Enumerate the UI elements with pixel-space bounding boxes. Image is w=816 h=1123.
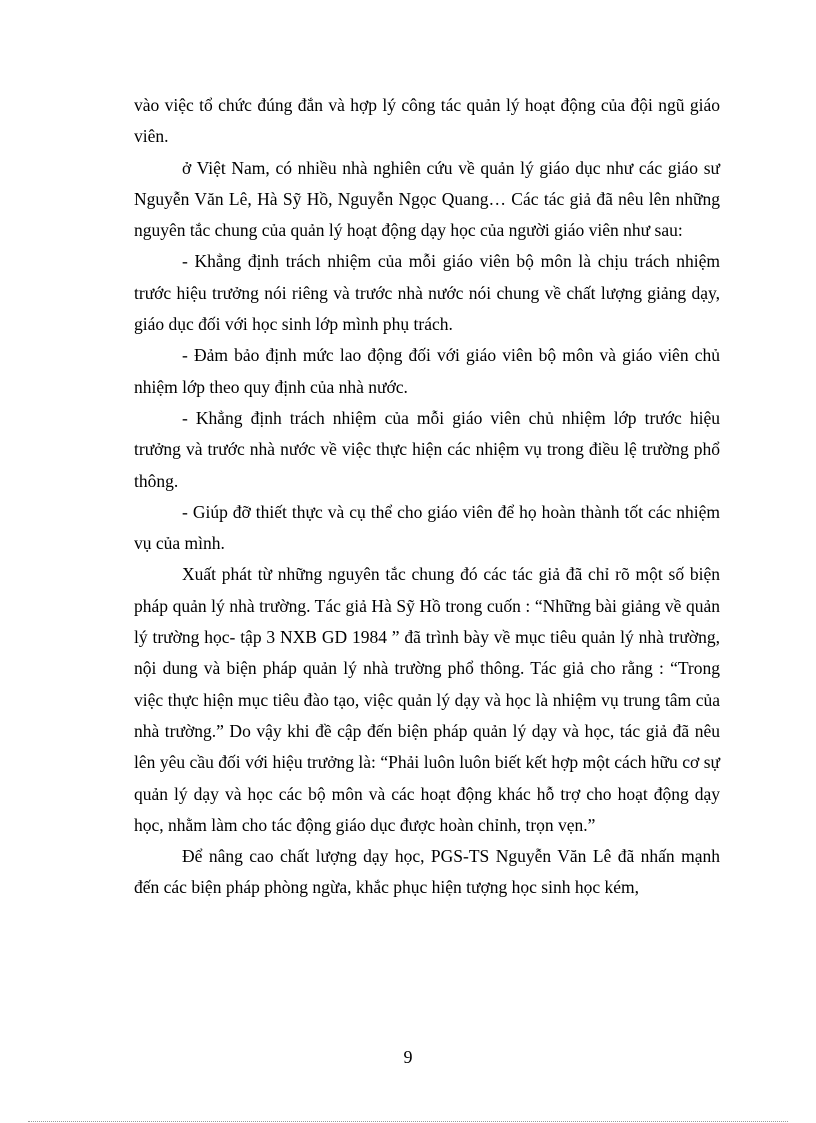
- paragraph-principle-3: - Khẳng định trách nhiệm của mỗi giáo viên chủ nhiệm lớp trước hiệu trưởng và trước nhà nước về việc thực hiện các nhiệm vụ trong điều lệ trường phổ thông.: [134, 407, 720, 491]
- paragraph-principle-2: - Đảm bảo định mức lao động đối với giáo viên bộ môn và giáo viên chủ nhiệm lớp theo quy định của nhà nước.: [134, 345, 720, 397]
- paragraph-principle-4: - Giúp đỡ thiết thực và cụ thể cho giáo viên để họ hoàn thành tốt các nhiệm vụ của mình.: [134, 501, 720, 554]
- paragraph-quality-improvement: Để nâng cao chất lượng dạy học, PGS-TS Nguyễn Văn Lê đã nhấn mạnh đến các biện pháp phòng ngừa, khắc phục hiện tượng học sinh học kém,: [134, 846, 720, 898]
- paragraph-continuation: vào việc tổ chức đúng đắn và hợp lý công tác quản lý hoạt động của đội ngũ giáo viên.: [134, 95, 720, 147]
- body-text: [134, 90, 720, 904]
- paragraph-management-measures: Xuất phát từ những nguyên tắc chung đó các tác giả đã chỉ rõ một số biện pháp quản lý nhà trường. Tác giả Hà Sỹ Hồ trong cuốn : “Những bài giảng về quản lý trường học- tập 3 NXB GD 1984 ” đã trình bày về mục tiêu quản lý nhà trường, nội dung và biện pháp quản lý nhà trường phổ thông. Tác giả cho rằng : “Trong việc thực hiện mục tiêu đào tạo, việc quản lý dạy và học là nhiệm vụ trung tâm của nhà trường.” Do vậy khi đề cập đến biện pháp quản lý dạy và học, tác giả đã nêu lên yêu cầu đối với hiệu trưởng là: “Phải luôn luôn biết kết hợp một cách hữu cơ sự quản lý dạy và học các bộ môn và các hoạt động khác hỗ trợ cho hoạt động dạy học, nhằm làm cho tác động giáo dục được hoàn chỉnh, trọn vẹn.”: [134, 564, 720, 835]
- paragraph-researchers: ở Việt Nam, có nhiều nhà nghiên cứu về quản lý giáo dục như các giáo sư Nguyễn Văn Lê, Hà Sỹ Hồ, Nguyễn Ngọc Quang… Các tác giả đã nêu lên những nguyên tắc chung của quản lý hoạt động dạy học của người giáo viên như sau:: [134, 157, 720, 241]
- page-number: 9: [403, 1047, 413, 1067]
- paragraph-principle-1: - Khẳng định trách nhiệm của mỗi giáo viên bộ môn là chịu trách nhiệm trước hiệu trưởng nói riêng và trước nhà nước nói chung về chất lượng giảng dạy, giáo dục đối với học sinh lớp mình phụ trách.: [134, 251, 720, 335]
- page-bottom-divider: [28, 1121, 788, 1122]
